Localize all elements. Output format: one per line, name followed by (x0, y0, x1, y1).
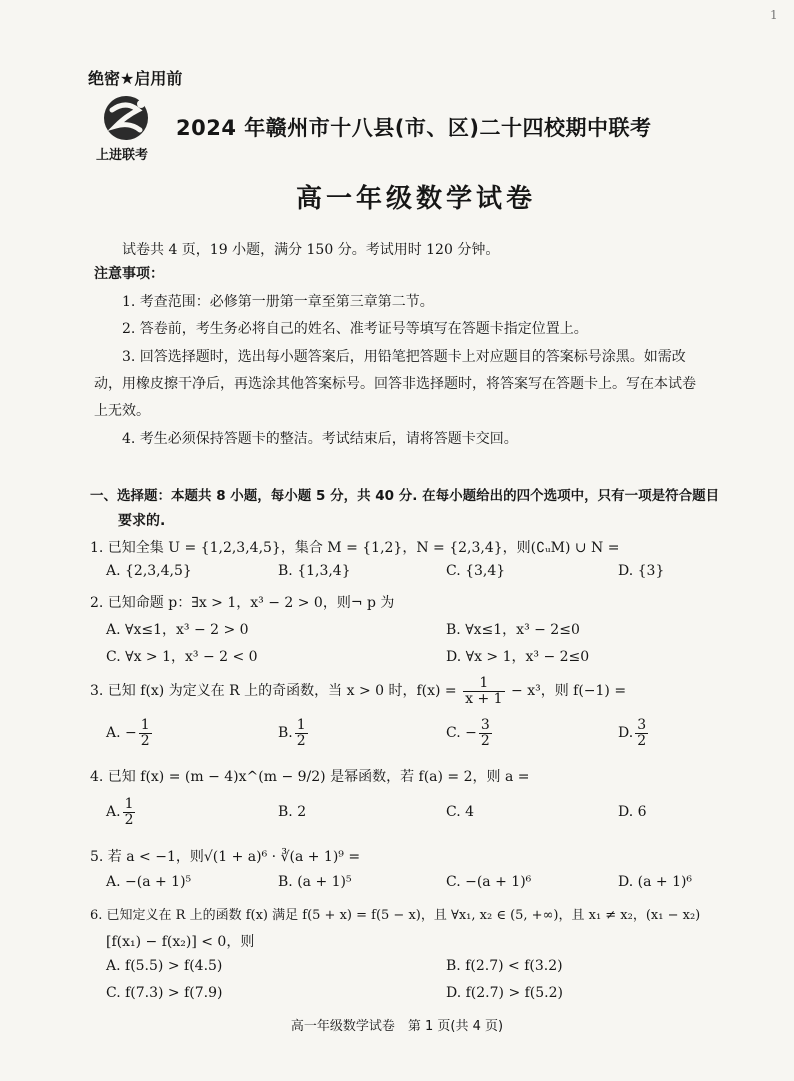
q3-stem-text: 3. 已知 f(x) 为定义在 R 上的奇函数，当 x > 0 时，f(x) = (90, 683, 457, 700)
q3-fraction: $\frac{1}{x + 1}$ (465, 675, 503, 707)
q6-option-d: D. f(2.7) > f(5.2) (446, 985, 563, 1001)
q3-option-d: D. $\frac{3}{2}$ (618, 717, 647, 749)
page-footer: 高一年级数学试卷 第 1 页(共 4 页) (290, 1019, 504, 1034)
q4-option-c: C. 4 (446, 804, 475, 820)
notice-heading: 注意事项： (94, 266, 164, 282)
question-5-stem: 5. 若 a < −1，则√(1 + a)⁶ · ∛(a + 1)⁹ = (90, 849, 361, 865)
q4-option-b: B. 2 (278, 804, 307, 820)
q5-option-c: C. −(a + 1)⁶ (446, 874, 532, 890)
question-4-stem: 4. 已知 f(x) = (m − 4)x^(m − 9/2) 是幂函数，若 f(a) = 2，则 a = (90, 769, 530, 785)
q5-option-b: B. (a + 1)⁵ (278, 874, 352, 890)
question-6-stem-cont: [f(x₁) − f(x₂)] < 0，则 (106, 934, 255, 950)
q3-option-a: A. − $\frac{1}{2}$ (106, 717, 150, 749)
q3-option-b: B. $\frac{1}{2}$ (278, 717, 306, 749)
q4-option-d: D. 6 (618, 804, 647, 820)
notice-item: 4. 考生必须保持答题卡的整洁。考试结束后，请将答题卡交回。 (122, 431, 518, 447)
q3-option-c: C. − $\frac{3}{2}$ (446, 717, 490, 749)
q1-option-b: B. {1,3,4} (278, 563, 351, 579)
q2-option-c: C. ∀x > 1，x³ − 2 < 0 (106, 649, 258, 665)
notice-item: 3. 回答选择题时，选出每小题答案后，用铅笔把答题卡上对应题目的答案标号涂黑。如需改 (122, 349, 686, 365)
notice-item: 动，用橡皮擦干净后，再选涂其他答案标号。回答非选择题时，将答案写在答题卡上。写在本试卷 (94, 376, 696, 392)
exam-title: 2024 年赣州市十八县(市、区)二十四校期中联考 (176, 116, 652, 140)
question-6-stem: 6. 已知定义在 R 上的函数 f(x) 满足 f(5 + x) = f(5 − x)，且 ∀x₁, x₂ ∈ (5, +∞)，且 x₁ ≠ x₂，(x₁ − x₂) (90, 908, 701, 923)
shangjin-logo (96, 92, 160, 164)
paper-title: 高一年级数学试卷 (296, 184, 537, 214)
intro-text: 试卷共 4 页，19 小题，满分 150 分。考试用时 120 分钟。 (122, 242, 500, 258)
q6-option-c: C. f(7.3) > f(7.9) (106, 985, 223, 1001)
question-2-stem: 2. 已知命题 p：∃x > 1，x³ − 2 > 0，则¬ p 为 (90, 595, 395, 611)
q5-option-a: A. −(a + 1)⁵ (106, 874, 192, 890)
question-3-stem (90, 676, 626, 706)
notice-item: 1. 考查范围：必修第一册第一章至第三章第二节。 (122, 294, 434, 310)
section-heading: 一、选择题：本题共 8 小题，每小题 5 分，共 40 分. 在每小题给出的四个选项中，只有一项是符合题目 (90, 488, 720, 504)
q2-option-b: B. ∀x≤1，x³ − 2≤0 (446, 622, 580, 638)
notice-item: 2. 答卷前，考生务必将自己的姓名、准考证号等填写在答题卡指定位置上。 (122, 321, 588, 337)
logo-text: 上进联考 (96, 148, 149, 163)
q3-stem-tail: − x³，则 f(−1) = (511, 683, 627, 700)
q6-option-a: A. f(5.5) > f(4.5) (106, 958, 223, 974)
q2-option-a: A. ∀x≤1，x³ − 2 > 0 (106, 622, 249, 638)
q5-option-d: D. (a + 1)⁶ (618, 874, 693, 890)
q1-option-a: A. {2,3,4,5} (106, 563, 192, 579)
question-1-stem: 1. 已知全集 U = {1,2,3,4,5}，集合 M = {1,2}，N = {2,3,4}，则(∁ᵤM) ∪ N = (90, 540, 620, 556)
q4-option-a: A. $\frac{1}{2}$ (106, 796, 134, 828)
corner-mark: 1 (770, 8, 778, 22)
q6-option-b: B. f(2.7) < f(3.2) (446, 958, 563, 974)
notice-item: 上无效。 (94, 403, 150, 419)
q1-option-c: C. {3,4} (446, 563, 506, 579)
q2-option-d: D. ∀x > 1，x³ − 2≤0 (446, 649, 590, 665)
q1-option-d: D. {3} (618, 563, 665, 579)
section-heading-cont: 要求的. (118, 513, 166, 529)
confidential-label: 绝密★启用前 (88, 69, 183, 88)
